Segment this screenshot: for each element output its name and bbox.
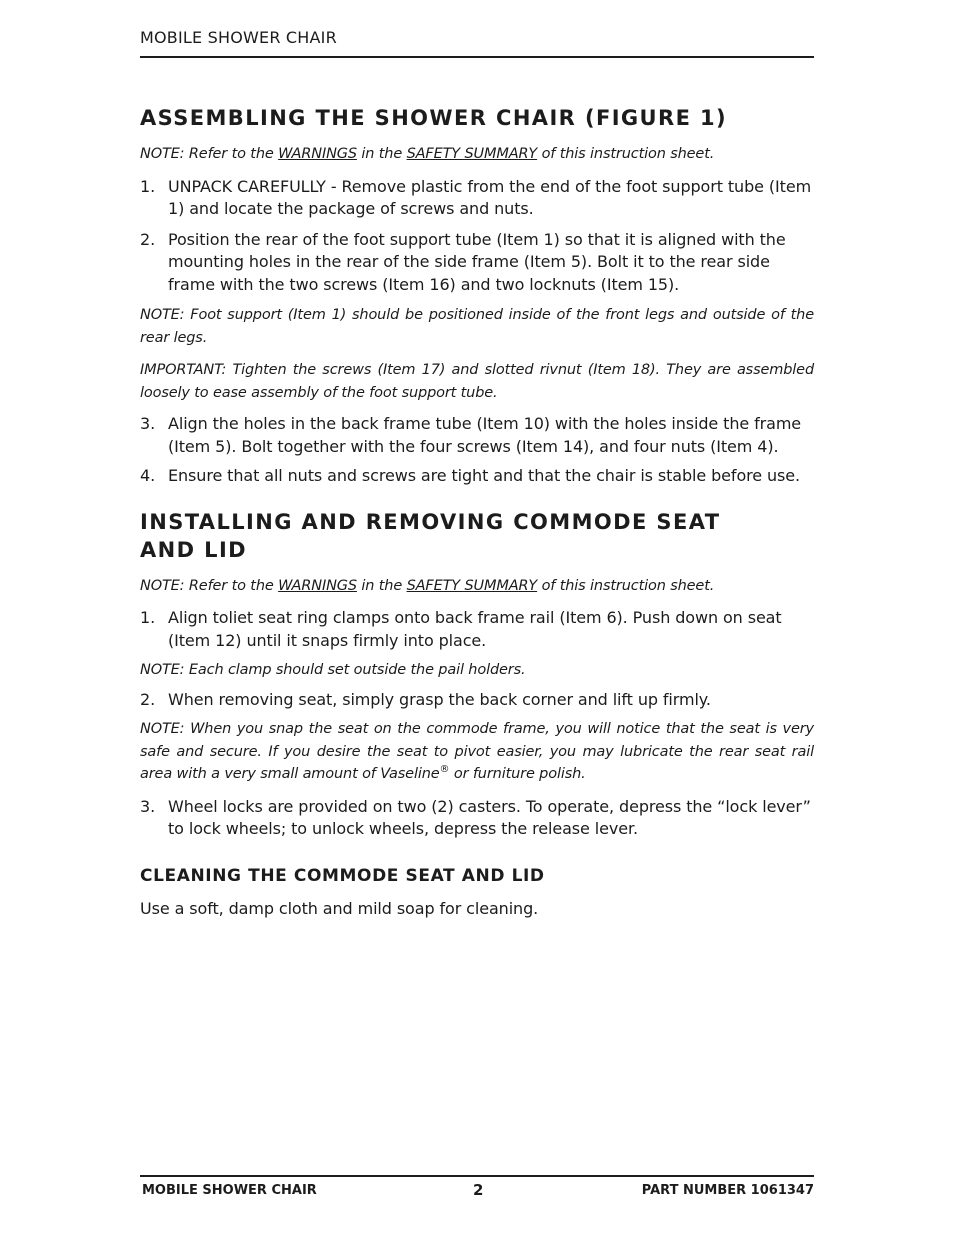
- important-note: IMPORTANT: Tighten the screws (Item 17) and slotted rivnut (Item 18). They are assembled loosely to ease assembly of the foot support tube.: [140, 362, 814, 401]
- section-heading-assembling: ASSEMBLING THE SHOWER CHAIR (FIGURE 1): [140, 106, 728, 130]
- list-item: [140, 689, 814, 712]
- list-item: [140, 607, 814, 652]
- note-text: NOTE: When you snap the seat on the commode frame, you will notice that the seat is very safe and secure. If you desire the seat to pivot easier, you may lubricate the rear seat rail area with a very small amount of Vaseline: [140, 721, 814, 782]
- note-suffix: of this instruction sheet.: [537, 146, 715, 162]
- list-item: [140, 413, 814, 458]
- note-prefix: NOTE: Refer to the: [140, 577, 279, 594]
- note-foot-support: NOTE: Foot support (Item 1) should be positioned inside of the front legs and outside of the rear legs.: [140, 307, 814, 346]
- list-item-text: UNPACK CAREFULLY - Remove plastic from the end of the foot support tube (Item 1) and locate the package of screws and nuts.: [168, 176, 812, 218]
- section-heading-installing: [140, 508, 814, 564]
- heading-line-2: AND LID: [140, 537, 247, 562]
- note-refer-warnings: [140, 143, 814, 166]
- page-footer: [140, 1183, 814, 1203]
- header-divider: [140, 56, 814, 58]
- footer-title: MOBILE SHOWER CHAIR: [142, 1183, 317, 1198]
- note-suffix: of this instruction sheet.: [537, 577, 715, 594]
- note-text: or furniture polish.: [449, 766, 586, 782]
- list-item-text: When removing seat, simply grasp the back corner and lift up firmly.: [168, 689, 711, 709]
- cleaning-text: Use a soft, damp cloth and mild soap for cleaning.: [140, 898, 539, 918]
- page-header: MOBILE SHOWER CHAIR: [140, 28, 337, 47]
- section-heading-cleaning: CLEANING THE COMMODE SEAT AND LID: [140, 865, 545, 886]
- note-lubricate: [140, 718, 814, 786]
- list-item-text: Wheel locks are provided on two (2) casters. To operate, depress the “lock lever” to lock wheels; to unlock wheels, depress the release lever.: [168, 796, 811, 838]
- heading-line-1: INSTALLING AND REMOVING COMMODE SEAT: [140, 509, 721, 534]
- warnings-link[interactable]: WARNINGS: [278, 146, 357, 162]
- list-item: [140, 229, 814, 297]
- list-item-number: 1.: [140, 176, 156, 196]
- safety-summary-link[interactable]: SAFETY SUMMARY: [406, 146, 538, 162]
- footer-divider: [140, 1175, 814, 1177]
- note-refer-warnings: [140, 575, 814, 598]
- list-item-number: 2.: [140, 229, 156, 249]
- list-item-number: 4.: [140, 466, 156, 485]
- list-item: [140, 465, 814, 488]
- note-prefix: NOTE: Refer to the: [140, 146, 279, 162]
- part-number: PART NUMBER 1061347: [641, 1183, 814, 1198]
- page-number: 2: [473, 1181, 484, 1199]
- note-mid: in the: [356, 146, 407, 162]
- list-item-text: Align the holes in the back frame tube (Item 10) with the holes inside the frame (Item 5). Bolt together with the four screws (Item 14), and four nuts (Item 4).: [168, 414, 802, 456]
- list-item-text: Position the rear of the foot support tube (Item 1) so that it is aligned with the mounting holes in the rear of the side frame (Item 5). Bolt it to the rear side frame with the two screws (Item 16) and two locknuts (Item 15).: [168, 229, 786, 294]
- note-mid: in the: [356, 577, 407, 594]
- safety-summary-link[interactable]: SAFETY SUMMARY: [406, 577, 538, 594]
- list-item-text: Align toliet seat ring clamps onto back frame rail (Item 6). Push down on seat (Item 12) until it snaps firmly into place.: [168, 608, 782, 650]
- list-item-text: Ensure that all nuts and screws are tight and that the chair is stable before use.: [168, 466, 801, 485]
- page-content: [140, 104, 814, 920]
- list-item-number: 2.: [140, 689, 156, 709]
- list-item: [140, 176, 814, 221]
- registered-mark: ®: [439, 764, 450, 776]
- note-clamp: NOTE: Each clamp should set outside the pail holders.: [140, 662, 526, 678]
- list-item: [140, 796, 814, 841]
- warnings-link[interactable]: WARNINGS: [278, 577, 357, 594]
- list-item-number: 3.: [140, 414, 156, 433]
- list-item-number: 1.: [140, 608, 156, 627]
- list-item-number: 3.: [140, 796, 156, 816]
